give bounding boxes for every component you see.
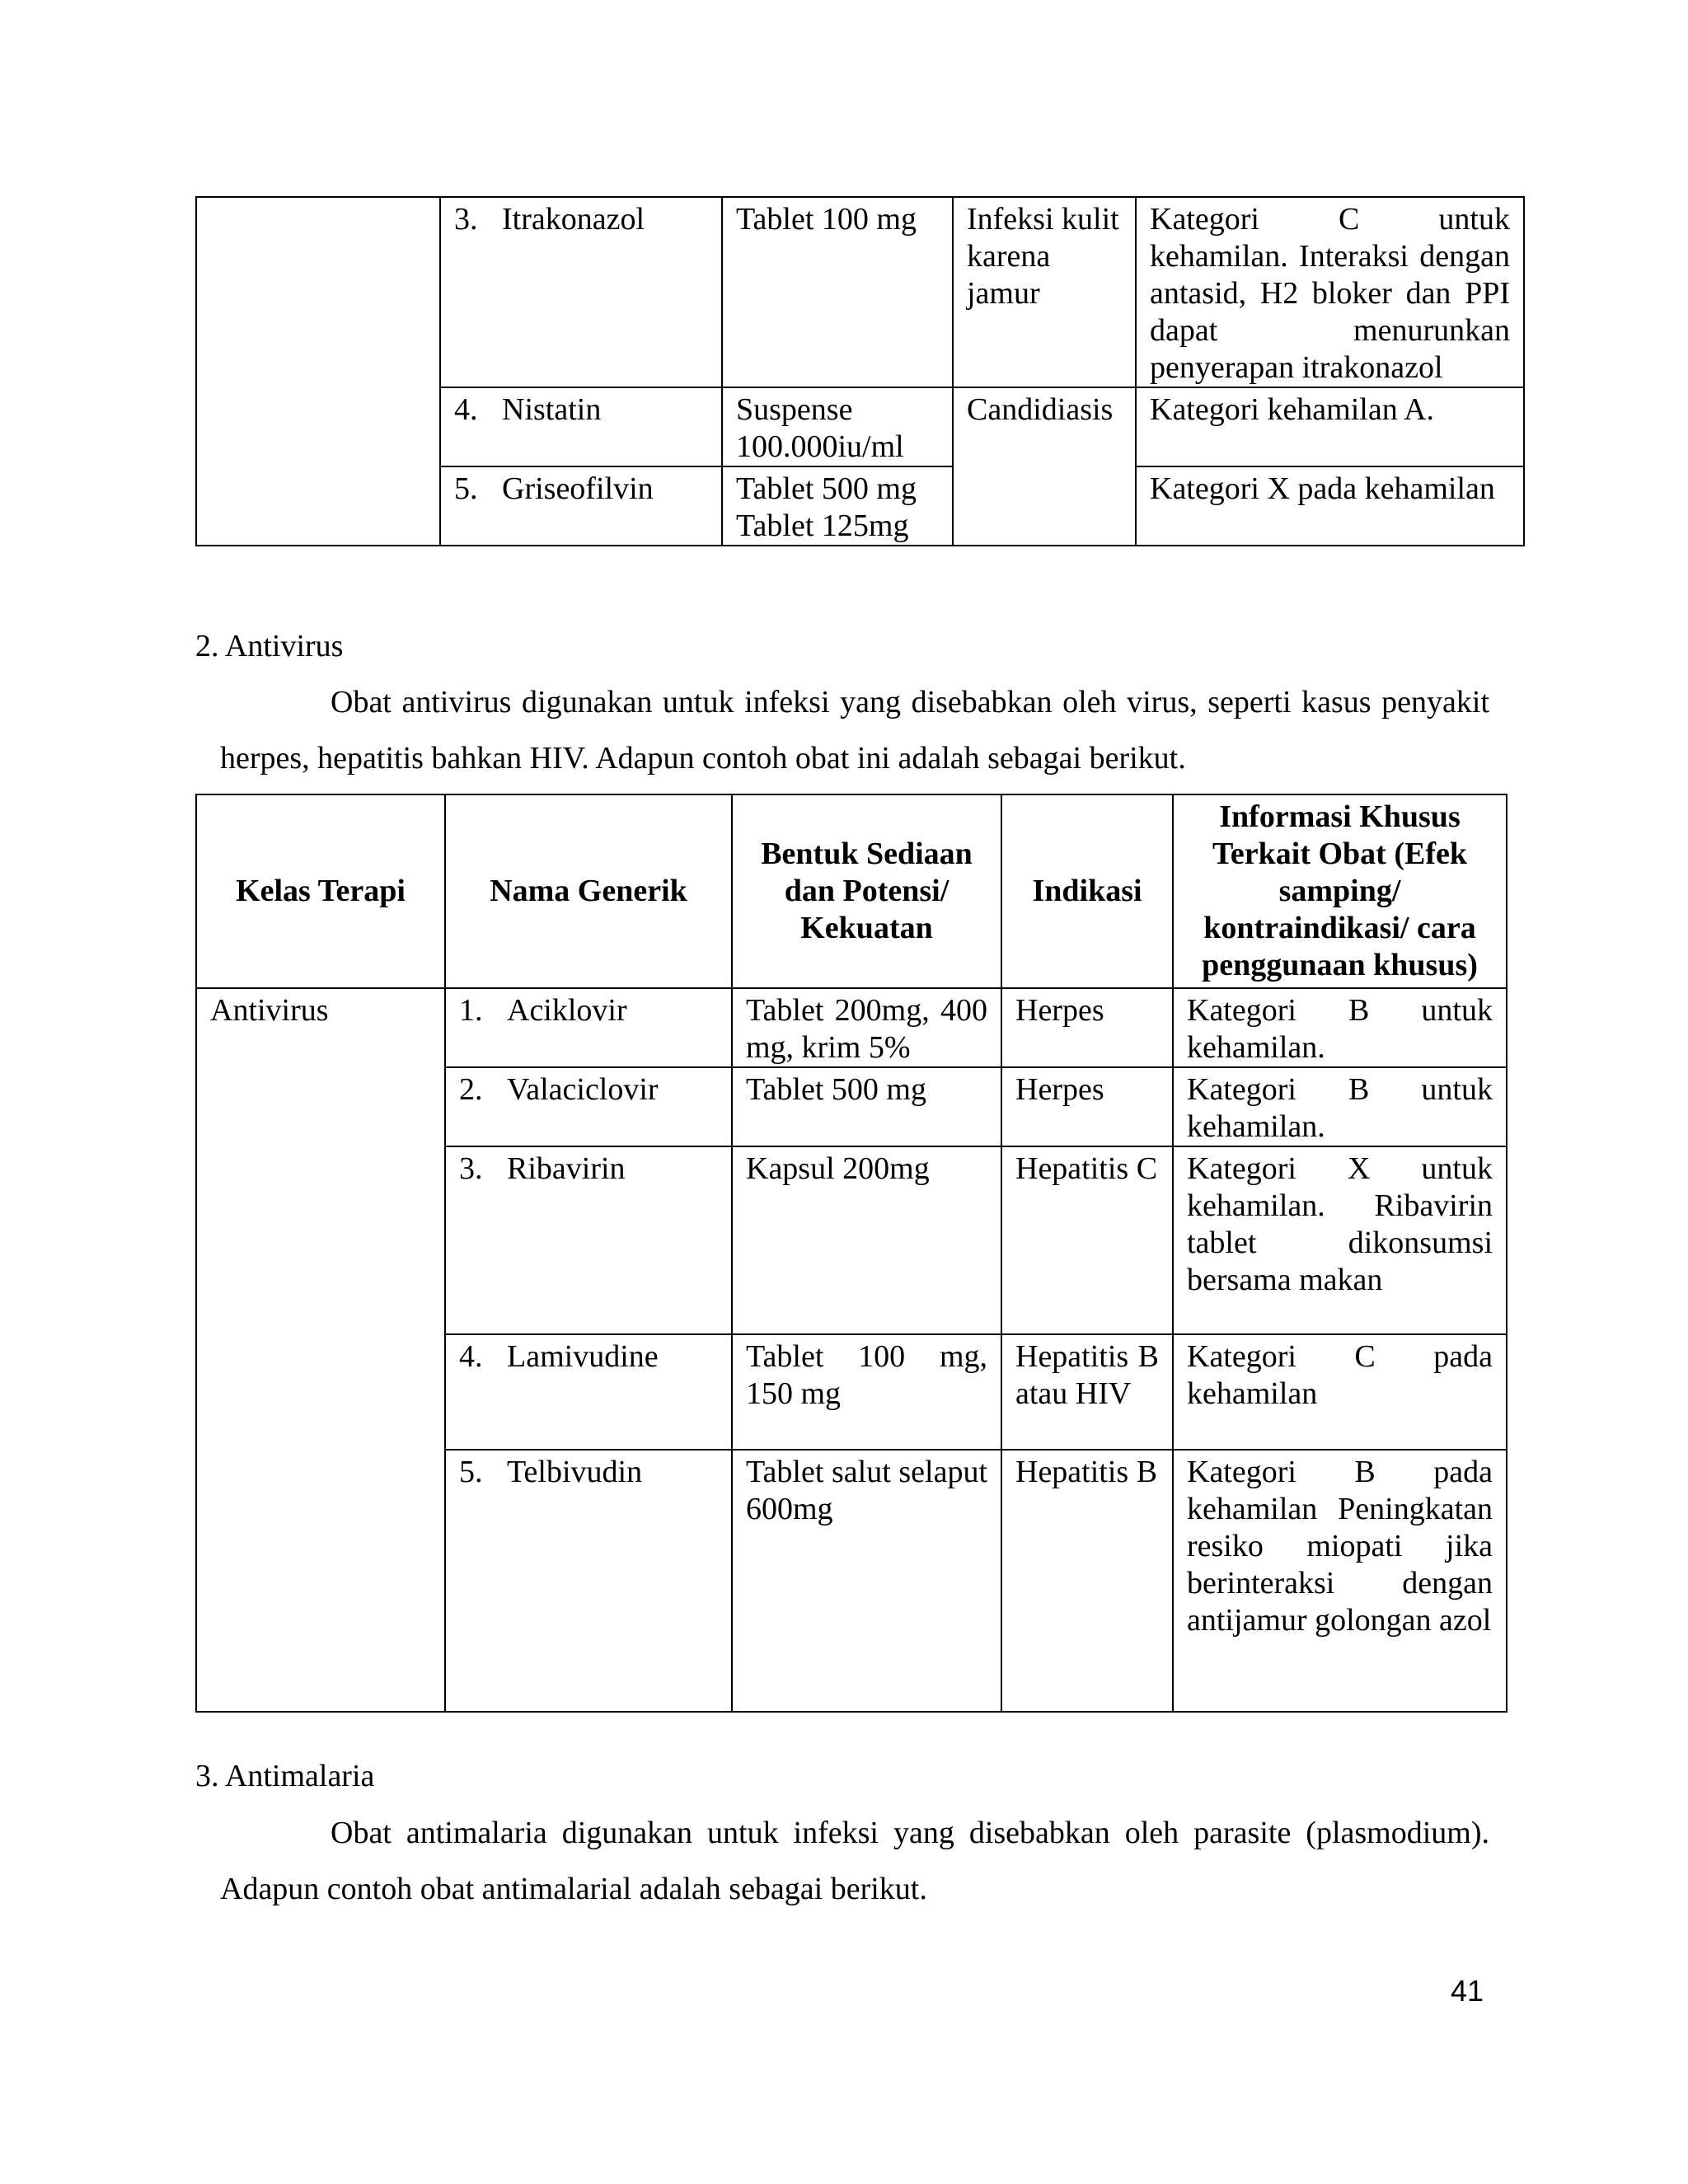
info-cell: Kategori B untuk kehamilan. (1173, 988, 1507, 1067)
nama-generik-cell: 2. Valaciclovir (445, 1067, 732, 1146)
indikasi-cell: Herpes (1001, 1067, 1173, 1146)
indikasi-cell: Herpes (1001, 988, 1173, 1067)
header-kelas-terapi: Kelas Terapi (196, 794, 445, 988)
sediaan-cell: Tablet salut selaput 600mg (732, 1450, 1001, 1712)
table-header-row (196, 794, 1507, 988)
indikasi-cell: Candidiasis (953, 387, 1136, 546)
info-cell: Kategori kehamilan A. (1136, 387, 1524, 466)
info-cell: Kategori X pada kehamilan (1136, 466, 1524, 546)
header-informasi-khusus: Informasi Khusus Terkait Obat (Efek samping/ kontraindikasi/ cara penggunaan khusus) (1173, 794, 1507, 988)
sediaan-cell: Tablet 100 mg (722, 197, 953, 387)
sediaan-cell: Tablet 500 mg Tablet 125mg (722, 466, 953, 546)
nama-generik-cell: 5. Telbivudin (445, 1450, 732, 1712)
sediaan-cell: Tablet 200mg, 400 mg, krim 5% (732, 988, 1001, 1067)
antivirus-table (195, 794, 1507, 1713)
nama-generik-cell: 4. Nistatin (440, 387, 722, 466)
antifungal-table-continuation (195, 196, 1525, 546)
kelas-terapi-cell (196, 197, 440, 546)
indikasi-cell: Hepatitis B atau HIV (1001, 1334, 1173, 1450)
section-heading-antimalaria: 3. Antimalaria (195, 1759, 375, 1793)
nama-generik-cell: 3. Ribavirin (445, 1146, 732, 1334)
page-number: 41 (1451, 1974, 1484, 2008)
header-indikasi: Indikasi (1001, 794, 1173, 988)
indikasi-cell: Hepatitis C (1001, 1146, 1173, 1334)
sediaan-cell: Suspense 100.000iu/ml (722, 387, 953, 466)
info-cell: Kategori B pada kehamilan Peningkatan resiko miopati jika berinteraksi dengan antijamur golongan azol (1173, 1450, 1507, 1712)
info-cell: Kategori B untuk kehamilan. (1173, 1067, 1507, 1146)
header-bentuk-sediaan: Bentuk Sediaan dan Potensi/ Kekuatan (732, 794, 1001, 988)
nama-generik-cell: 4. Lamivudine (445, 1334, 732, 1450)
nama-generik-cell: 3. Itrakonazol (440, 197, 722, 387)
info-cell: Kategori X untuk kehamilan. Ribavirin tablet dikonsumsi bersama makan (1173, 1146, 1507, 1334)
nama-generik-cell: 5. Griseofilvin (440, 466, 722, 546)
nama-generik-cell: 1. Aciklovir (445, 988, 732, 1067)
kelas-terapi-cell: Antivirus (196, 988, 445, 1712)
section-paragraph-antivirus: Obat antivirus digunakan untuk infeksi yang disebabkan oleh virus, seperti kasus penyakit herpes, hepatitis bahkan HIV. Adapun contoh obat ini adalah sebagai berikut. (220, 685, 1489, 776)
header-nama-generik: Nama Generik (445, 794, 732, 988)
indikasi-cell: Hepatitis B (1001, 1450, 1173, 1712)
table-row (196, 988, 1507, 1067)
sediaan-cell: Tablet 500 mg (732, 1067, 1001, 1146)
sediaan-cell: Kapsul 200mg (732, 1146, 1001, 1334)
indikasi-cell: Infeksi kulit karena jamur (953, 197, 1136, 387)
section-heading-antivirus: 2. Antivirus (195, 629, 344, 663)
info-cell: Kategori C untuk kehamilan. Interaksi dengan antasid, H2 bloker dan PPI dapat menurunkan penyerapan itrakonazol (1136, 197, 1524, 387)
info-cell: Kategori C pada kehamilan (1173, 1334, 1507, 1450)
table-row (196, 197, 1524, 387)
sediaan-cell: Tablet 100 mg, 150 mg (732, 1334, 1001, 1450)
section-paragraph-antimalaria: Obat antimalaria digunakan untuk infeksi yang disebabkan oleh parasite (plasmodium). Adapun contoh obat antimalarial adalah sebagai berikut. (220, 1816, 1489, 1906)
